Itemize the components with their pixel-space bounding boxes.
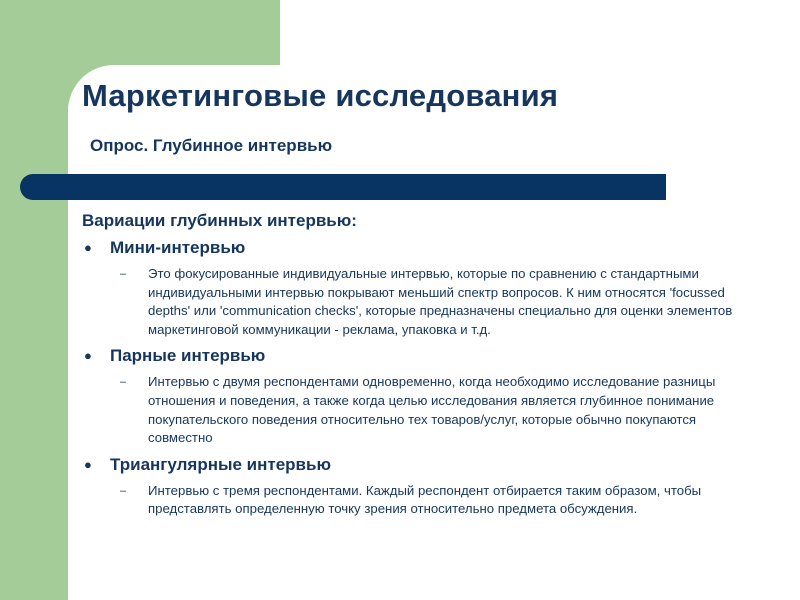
sub-item-pair-interview bbox=[82, 373, 748, 447]
bullet-label: Мини-интервью bbox=[110, 238, 246, 257]
sub-item-text: Интервью с тремя респондентами. Каждый респондент отбирается таким образом, чтобы представлять определенную точку зрения относительно предмета обсуждения. bbox=[148, 482, 702, 517]
sub-item-text: Это фокусированные индивидуальные интервью, которые по сравнению с стандартными индивидуальными интервью покрывают меньший спектр вопросов. К ним относятся 'focussed depths' или 'communication checks', которые предназначены специально для оценки элементов маркетинговой коммуникации - реклама, упаковка и т.д. bbox=[148, 266, 733, 337]
divider-bar bbox=[20, 174, 666, 200]
slide-subtitle: Опрос. Глубинное интервью bbox=[90, 136, 333, 155]
bullet-item-pair-interview bbox=[82, 345, 762, 367]
bullet-icon: ● bbox=[84, 240, 92, 255]
dash-icon: – bbox=[120, 268, 127, 280]
bullet-label: Триангулярные интервью bbox=[110, 454, 331, 474]
bullet-icon: ● bbox=[84, 456, 92, 472]
dash-icon: – bbox=[120, 376, 127, 389]
bullet-icon: ● bbox=[84, 348, 92, 364]
bullet-label: Парные интервью bbox=[110, 346, 266, 366]
sub-item-mini-interview bbox=[82, 265, 748, 339]
slide-body bbox=[82, 211, 762, 525]
sub-item-triangular-interview bbox=[82, 482, 748, 519]
bullet-item-triangular-interview bbox=[82, 454, 762, 476]
sub-item-text: Интервью с двумя респондентами одновременно, когда необходимо исследование разницы отношения и поведения, а также когда целью исследования является глубинное понимание покупательского поведения относительно тех товаров/услуг, которые обычно покупаются совместно bbox=[148, 374, 716, 446]
section-heading: Вариации глубинных интервью: bbox=[82, 211, 357, 230]
slide-title: Маркетинговые исследования bbox=[82, 78, 559, 113]
bullet-item-mini-interview bbox=[82, 237, 762, 259]
dash-icon: – bbox=[120, 484, 127, 497]
